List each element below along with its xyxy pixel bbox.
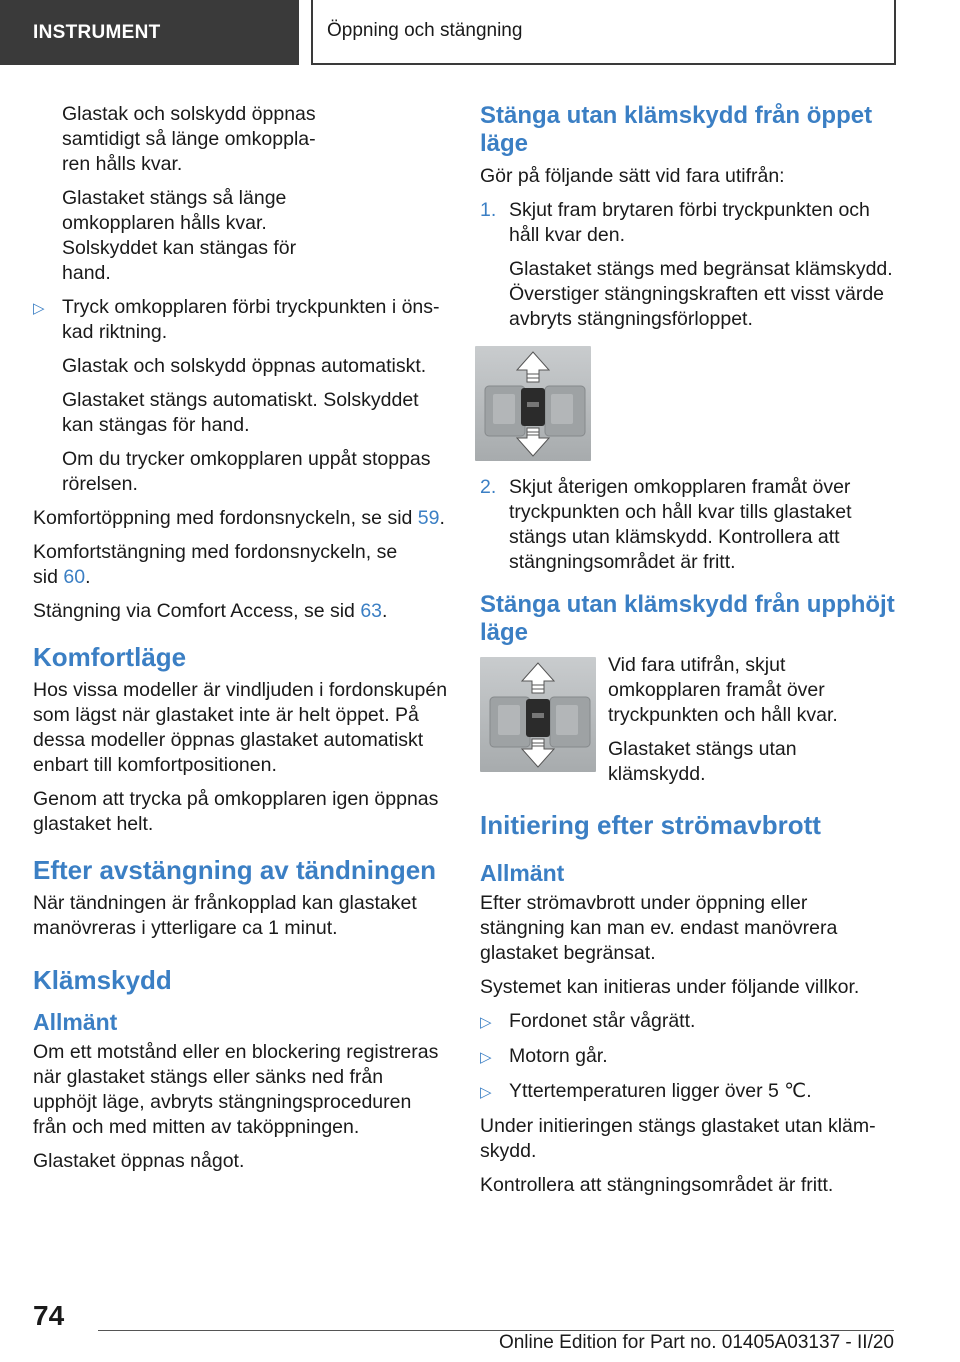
- chapter-tab: Öppning och stängning: [311, 0, 896, 65]
- paragraph: Gör på följande sätt vid fara utifrån:: [480, 165, 785, 187]
- triangle-bullet-icon: ▷: [480, 1049, 492, 1066]
- bullet-item: [480, 1079, 896, 1105]
- reference-text: Komfortöppning med fordonsnyckeln, se sid: [33, 507, 418, 529]
- edition-note: Online Edition for Part no. 01405A03137 - II/20: [498, 1332, 894, 1353]
- paragraph: Systemet kan initieras under följande villkor.: [480, 976, 860, 998]
- triangle-bullet-icon: ▷: [480, 1084, 492, 1101]
- heading-allmant: Allmänt: [480, 860, 565, 886]
- step-number: 1.: [480, 199, 497, 221]
- paragraph: Om ett motstånd eller en blockering registreras när glastaket stängs eller sänks ned från upphöjt läge, avbryts stängningsproceduren från och med mitten av taköppningen.: [33, 1041, 439, 1138]
- heading-komfortlage: Komfortläge: [33, 642, 187, 672]
- switch-illustration-icon: [480, 657, 596, 772]
- paragraph: Glastaket stängs så länge omkopplaren hålls kvar. Solskyddet kan stängas för hand.: [62, 187, 297, 284]
- bullet-text: Tryck omkopplaren förbi tryckpunkten i önskad riktning.: [62, 296, 440, 343]
- paragraph: Under initieringen stängs glastaket utan klämskydd.: [480, 1115, 876, 1162]
- paragraph: Glastak och solskydd öppnas samtidigt så länge omkopplaren hålls kvar.: [62, 103, 316, 175]
- right-column: [480, 102, 896, 1207]
- paragraph: Glastaket stängs utan klämskydd.: [608, 738, 797, 785]
- heading-stanga-oppet: Stänga utan klämskydd från öppet läge: [480, 102, 873, 157]
- step-text: Skjut återigen omkopplaren framåt över tryckpunkten och håll kvar tills glastaket stängs utan klämskydd. Kontrollera att stängningsområdet är fritt.: [509, 476, 852, 573]
- heading-klamskydd: Klämskydd: [33, 965, 172, 995]
- numbered-step: [480, 198, 896, 248]
- page-link[interactable]: 63: [360, 600, 383, 622]
- paragraph: När tändningen är frånkopplad kan glastaket manövreras i ytterligare ca 1 minut.: [33, 892, 417, 939]
- paragraph: Glastaket stängs med begränsat klämskydd. Överstiger stängningskraften ett visst värde avbryts stängningsförloppet.: [509, 258, 893, 330]
- heading-initiering: Initiering efter strömavbrott: [480, 810, 821, 840]
- page-number: 74: [33, 1300, 65, 1331]
- paragraph: Glastaket stängs automatiskt. Solskyddet kan stängas för hand.: [62, 389, 419, 436]
- triangle-bullet-icon: ▷: [33, 300, 45, 317]
- paragraph: Kontrollera att stängningsområdet är fritt.: [480, 1174, 834, 1196]
- paragraph: Om du trycker omkopplaren uppåt stoppas rörelsen.: [62, 448, 431, 495]
- section-tab: INSTRUMENT: [0, 0, 299, 65]
- figure-caption: [596, 653, 896, 796]
- footer-divider: [98, 1330, 894, 1331]
- bullet-item: [480, 1009, 896, 1035]
- paragraph: Hos vissa modeller är vindljuden i fordonskupén som lägst när glastaket inte är helt öppet. På dessa modeller öppnas glastaket automatiskt enbart till komfortpositionen.: [33, 679, 448, 776]
- paragraph: Genom att trycka på omkopplaren igen öppnas glastaket helt.: [33, 788, 439, 835]
- heading-allmant: Allmänt: [33, 1009, 118, 1035]
- step-number: 2.: [480, 476, 497, 498]
- paragraph: Efter strömavbrott under öppning eller stängning kan man ev. endast manövrera glastaket begränsat.: [480, 892, 838, 964]
- reference-text: Komfortstängning med fordonsnyckeln, se sid: [33, 541, 398, 588]
- bullet-text: Yttertemperaturen ligger över 5 ℃.: [509, 1080, 812, 1102]
- paragraph: Vid fara utifrån, skjut omkopplaren framåt över tryckpunkten och håll kvar.: [608, 654, 838, 726]
- paragraph: Glastaket öppnas något.: [33, 1150, 245, 1172]
- heading-efter-avstangning: Efter avstängning av tändningen: [33, 855, 437, 885]
- left-column: [33, 102, 448, 1183]
- page-link[interactable]: 60: [63, 566, 86, 588]
- bullet-text: Motorn går.: [509, 1045, 608, 1067]
- step-text: Skjut fram brytaren förbi tryckpunkten och håll kvar den.: [509, 199, 870, 246]
- paragraph: Glastak och solskydd öppnas automatiskt.: [62, 355, 427, 377]
- bullet-text: Fordonet står vågrätt.: [509, 1010, 696, 1032]
- heading-stanga-upphojt: Stänga utan klämskydd från upphöjt läge: [480, 591, 895, 646]
- triangle-bullet-icon: ▷: [480, 1014, 492, 1031]
- page-reference: Stängning via Comfort Access, se sid 63.: [33, 600, 388, 622]
- figure-row: [480, 653, 896, 796]
- switch-illustration-icon: [475, 346, 591, 461]
- bullet-item: [480, 1044, 896, 1070]
- reference-text: Stängning via Comfort Access, se sid: [33, 600, 361, 622]
- page-reference: Komfortöppning med fordonsnyckeln, se sid 59.: [33, 507, 445, 529]
- page-reference: Komfortstängning med fordonsnyckeln, se sid 60.: [33, 541, 398, 588]
- page-link[interactable]: 59: [417, 507, 440, 529]
- numbered-step: [480, 475, 896, 575]
- bullet-item: [33, 295, 448, 345]
